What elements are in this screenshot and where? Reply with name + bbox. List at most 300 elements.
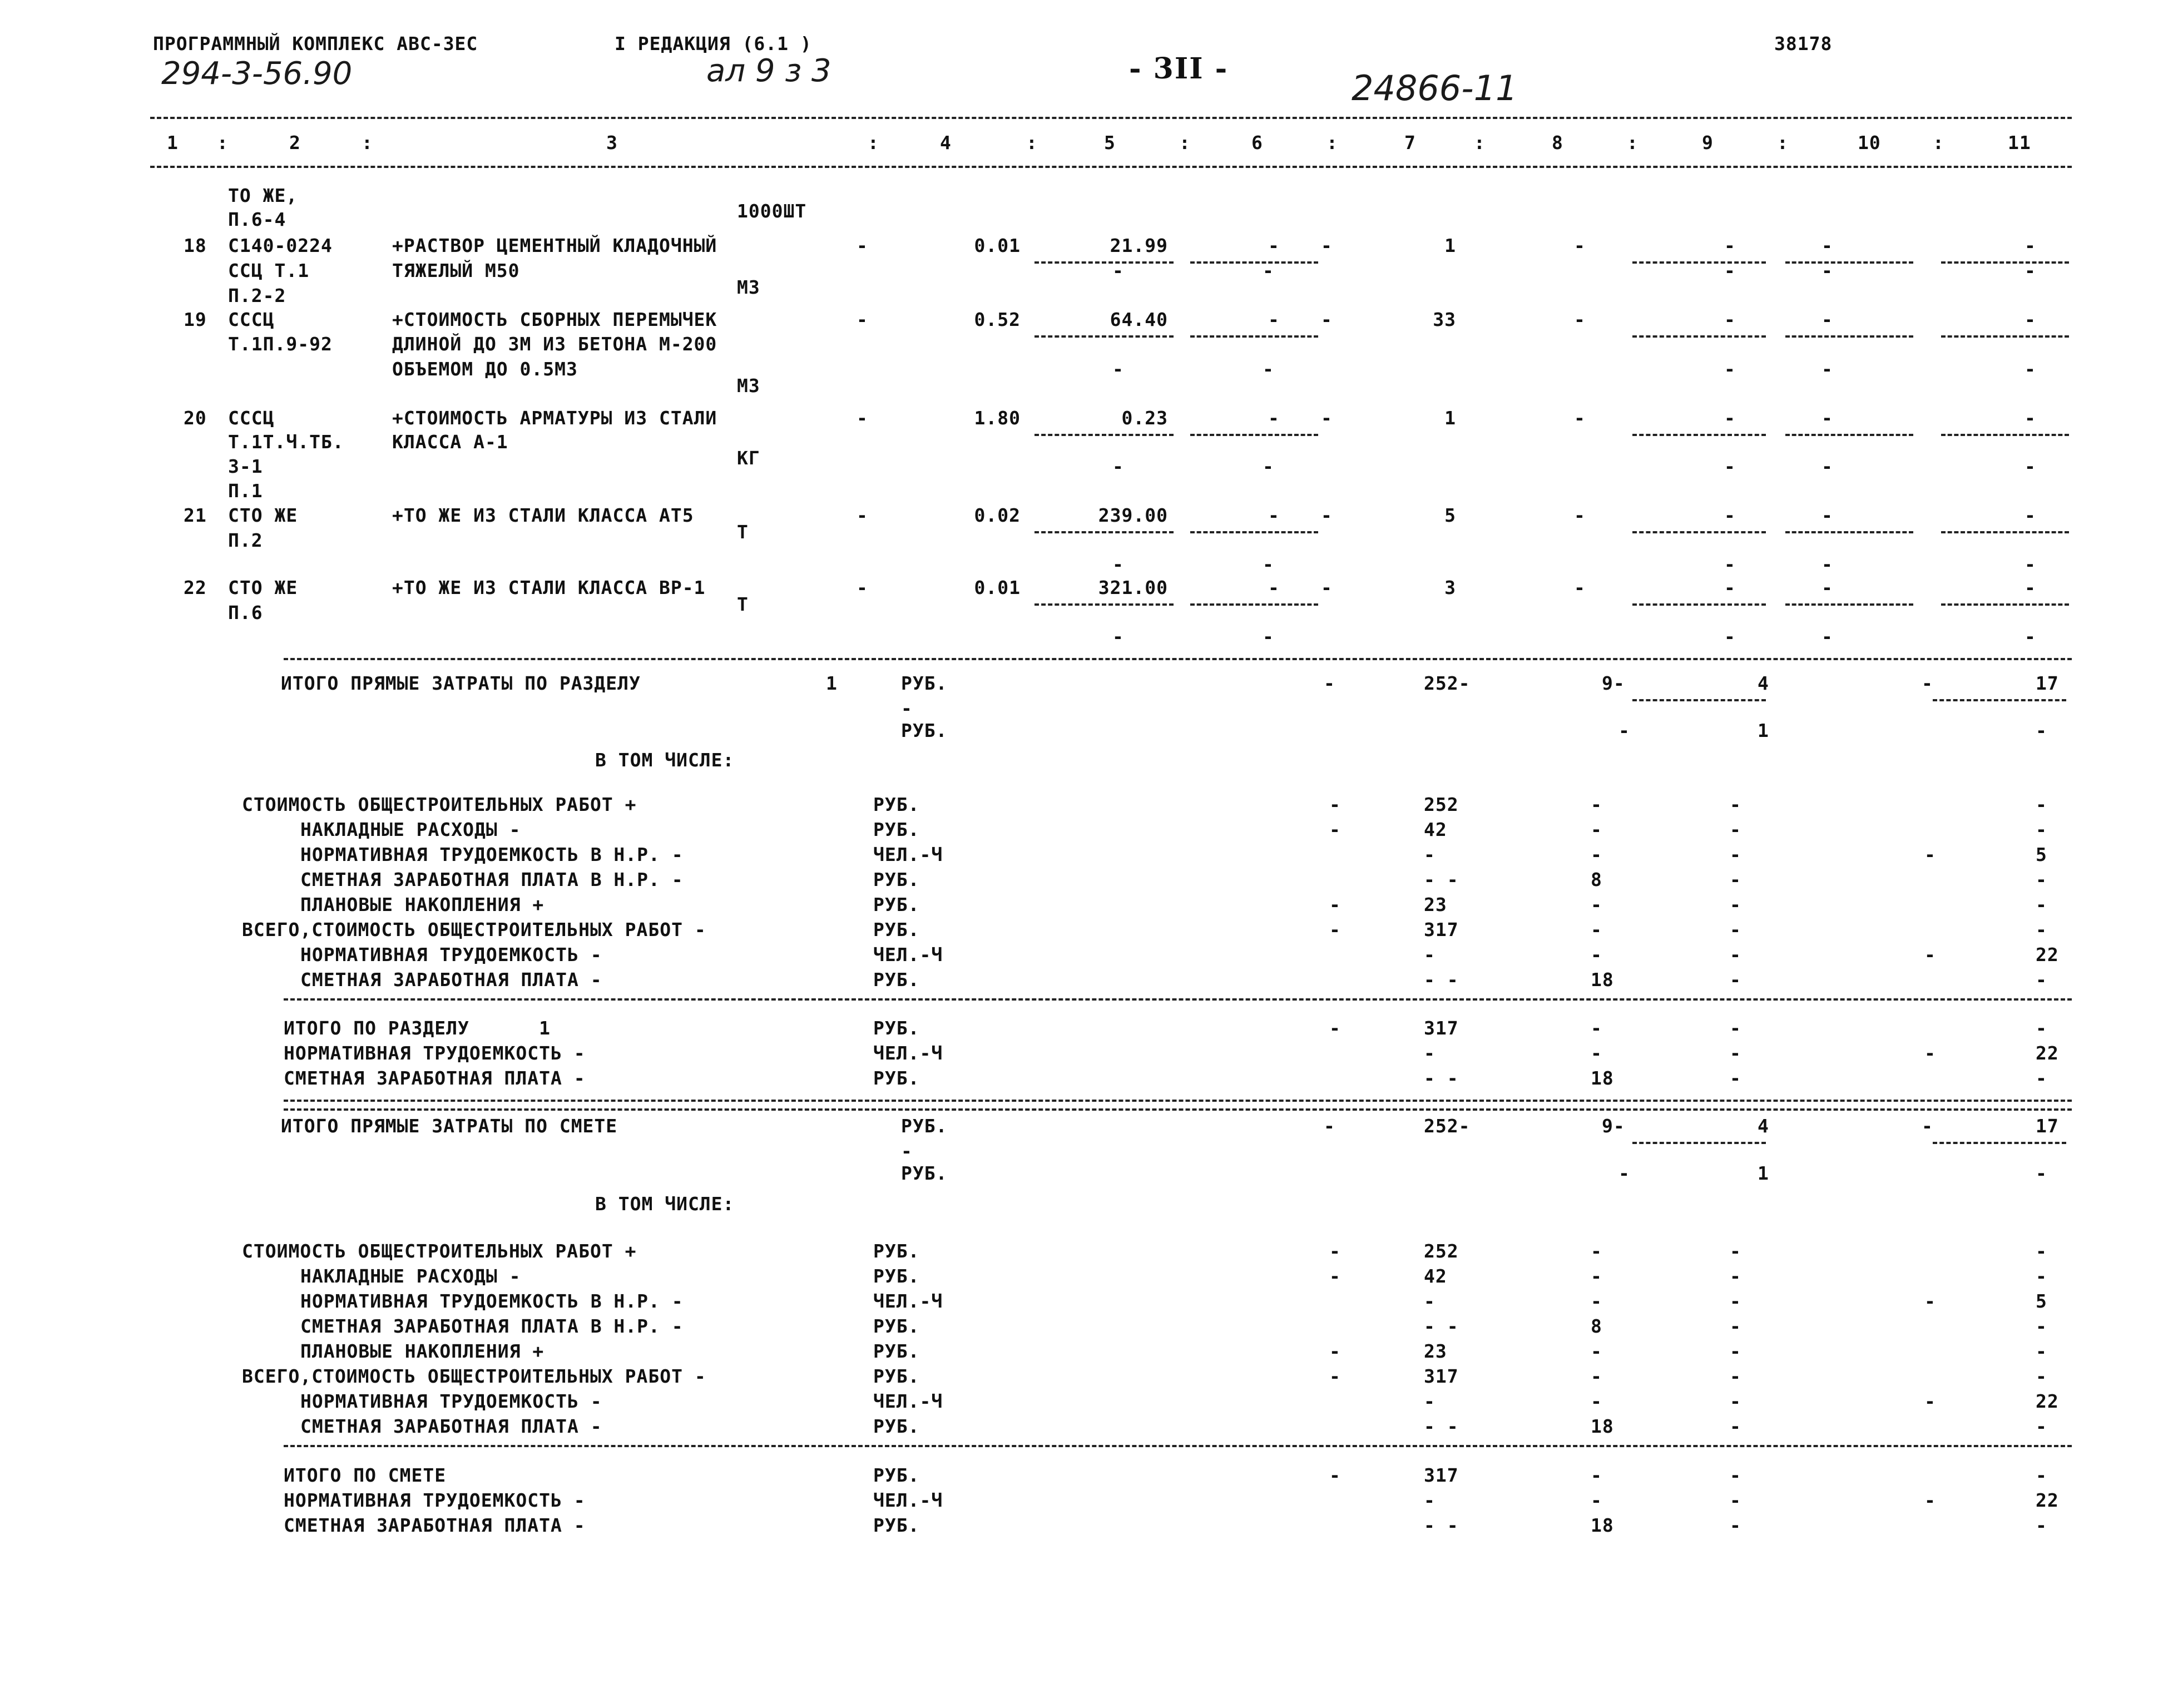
row-col8: - <box>1574 577 1586 598</box>
summary-unit: РУБ. <box>873 1464 920 1486</box>
summary-col11: - <box>2036 869 2047 890</box>
summary-col9: - <box>1730 944 1741 966</box>
total-unit-dash: - <box>901 1140 915 1162</box>
total-col9-b: 1 <box>1758 1162 1769 1184</box>
summary-label: ПЛАНОВЫЕ НАКОПЛЕНИЯ + <box>300 894 545 915</box>
summary-col8: 8 <box>1591 1315 1602 1337</box>
summary-value: - - <box>1424 1415 1459 1437</box>
summary-col11: 22 <box>2036 944 2059 966</box>
summary-value: 317 <box>1424 919 1459 940</box>
column-separator: : <box>1933 132 1944 154</box>
empty-cell-dash: - <box>1263 456 1274 477</box>
summary-col8: - <box>1591 794 1602 815</box>
summary-col9: - <box>1730 1017 1741 1039</box>
summary-col6: - <box>1329 919 1341 940</box>
summary-value: 23 <box>1424 1340 1447 1362</box>
row-col6b: - <box>1321 577 1333 598</box>
row-unit-cost: 239.00 <box>1098 504 1168 526</box>
summary-label: ИТОГО ПО РАЗДЕЛУ 1 <box>284 1017 551 1039</box>
summary-col9: - <box>1730 1489 1741 1511</box>
summary-col10: - <box>1924 1489 1936 1511</box>
summary-value: - - <box>1424 1067 1459 1089</box>
row-col6a: - <box>1268 235 1280 256</box>
summary-label: СМЕТНАЯ ЗАРАБОТНАЯ ПЛАТА - <box>300 1415 602 1437</box>
total-value: 252- <box>1424 1115 1471 1137</box>
row-col4: - <box>857 407 868 429</box>
summary-col8: 18 <box>1591 1514 1614 1536</box>
total-col11-b: - <box>2036 720 2047 741</box>
summary-unit: РУБ. <box>873 969 920 991</box>
sub-rule <box>1785 261 1913 264</box>
column-separator: : <box>217 132 229 154</box>
sub-rule <box>1785 335 1913 338</box>
row-col11: - <box>2025 577 2036 598</box>
summary-value: 42 <box>1424 1265 1447 1287</box>
row-col4: - <box>857 235 868 256</box>
row-code: П.6-4 <box>228 209 286 230</box>
rule-header <box>150 166 2072 168</box>
total-sub-rule <box>1632 1142 1766 1144</box>
total-sub-rule <box>1933 1142 2066 1144</box>
summary-value: - <box>1424 1489 1436 1511</box>
summary-label: СМЕТНАЯ ЗАРАБОТНАЯ ПЛАТА - <box>284 1514 586 1536</box>
total-col8: 9- <box>1602 1115 1625 1137</box>
empty-cell-dash: - <box>1112 626 1124 647</box>
including-label: В ТОМ ЧИСЛЕ: <box>595 1193 735 1215</box>
summary-col11: - <box>2036 919 2047 940</box>
column-number-8: 8 <box>1552 132 1563 154</box>
total-section: 1 <box>826 672 838 694</box>
row-col6a: - <box>1268 577 1280 598</box>
including-label: В ТОМ ЧИСЛЕ: <box>595 749 735 771</box>
summary-col11: 5 <box>2036 844 2047 865</box>
sub-rule <box>1632 261 1766 264</box>
column-number-3: 3 <box>606 132 618 154</box>
summary-value: - - <box>1424 1514 1459 1536</box>
total-col9: 4 <box>1758 672 1769 694</box>
summary-col10: - <box>1924 944 1936 966</box>
summary-label: СМЕТНАЯ ЗАРАБОТНАЯ ПЛАТА - <box>300 969 602 991</box>
total-unit-2: РУБ. <box>901 1162 948 1184</box>
summary-col11: - <box>2036 1067 2047 1089</box>
empty-cell-dash: - <box>1821 260 1833 281</box>
summary-unit: РУБ. <box>873 1365 920 1387</box>
empty-cell-dash: - <box>1112 260 1124 281</box>
summary-unit: РУБ. <box>873 894 920 915</box>
row-quantity: 0.52 <box>974 309 1021 330</box>
summary-col8: - <box>1591 844 1602 865</box>
row-number: 18 <box>184 235 207 256</box>
summary-col8: - <box>1591 944 1602 966</box>
handwritten-reference: 24866-11 <box>1352 68 1518 108</box>
summary-value: - <box>1424 844 1436 865</box>
summary-value: 317 <box>1424 1365 1459 1387</box>
summary-unit: РУБ. <box>873 1315 920 1337</box>
summary-col10: - <box>1924 844 1936 865</box>
summary-label: СМЕТНАЯ ЗАРАБОТНАЯ ПЛАТА В Н.Р. - <box>300 869 684 890</box>
row-col6b: - <box>1321 504 1333 526</box>
row-col6a: - <box>1268 309 1280 330</box>
summary-col11: - <box>2036 1514 2047 1536</box>
sub-rule <box>1632 335 1766 338</box>
row-unit: Т <box>737 593 749 615</box>
summary-col8: - <box>1591 1464 1602 1486</box>
summary-value: - <box>1424 1290 1436 1312</box>
summary-value: 42 <box>1424 819 1447 840</box>
empty-cell-dash: - <box>1724 456 1736 477</box>
empty-cell-dash: - <box>1821 456 1833 477</box>
row-quantity: 1.80 <box>974 407 1021 429</box>
row-col8: - <box>1574 407 1586 429</box>
summary-unit: ЧЕЛ.-Ч <box>873 1290 943 1312</box>
total-col10: - <box>1922 672 1933 694</box>
row-code: 3-1 <box>228 456 263 477</box>
summary-col8: - <box>1591 1042 1602 1064</box>
rule-section <box>284 658 2072 660</box>
row-name: +ТО ЖЕ ИЗ СТАЛИ КЛАССА ВР-1 <box>392 577 706 598</box>
summary-value: 317 <box>1424 1464 1459 1486</box>
document-number: 38178 <box>1774 33 1833 55</box>
summary-col6: - <box>1329 1464 1341 1486</box>
empty-cell-dash: - <box>1724 358 1736 380</box>
summary-value: 23 <box>1424 894 1447 915</box>
row-unit-cost: 321.00 <box>1098 577 1168 598</box>
total-col9: 4 <box>1758 1115 1769 1137</box>
summary-value: 317 <box>1424 1017 1459 1039</box>
empty-cell-dash: - <box>1821 626 1833 647</box>
summary-value: 252 <box>1424 1240 1459 1262</box>
summary-col6: - <box>1329 1017 1341 1039</box>
row-name: ОБЪЕМОМ ДО 0.5М3 <box>392 358 578 380</box>
summary-value: - - <box>1424 869 1459 890</box>
row-unit: 1000ШТ <box>737 200 807 222</box>
column-number-2: 2 <box>289 132 301 154</box>
row-code: СТО ЖЕ <box>228 577 298 598</box>
summary-value: - - <box>1424 1315 1459 1337</box>
summary-unit: РУБ. <box>873 1340 920 1362</box>
column-number-10: 10 <box>1858 132 1881 154</box>
summary-value: - <box>1424 1042 1436 1064</box>
row-quantity: 0.02 <box>974 504 1021 526</box>
rule-top <box>150 117 2072 119</box>
summary-col9: - <box>1730 969 1741 991</box>
summary-value: - <box>1424 944 1436 966</box>
summary-col8: - <box>1591 1240 1602 1262</box>
total-unit: РУБ. <box>901 672 948 694</box>
row-code: П.2-2 <box>228 285 286 306</box>
summary-unit: РУБ. <box>873 1514 920 1536</box>
summary-col6: - <box>1329 794 1341 815</box>
summary-col6: - <box>1329 1265 1341 1287</box>
row-number: 19 <box>184 309 207 330</box>
summary-unit: ЧЕЛ.-Ч <box>873 844 943 865</box>
summary-label: НОРМАТИВНАЯ ТРУДОЕМКОСТЬ В Н.Р. - <box>300 1290 684 1312</box>
summary-col11: 5 <box>2036 1290 2047 1312</box>
sub-rule <box>1034 335 1174 338</box>
row-unit-cost: 0.23 <box>1121 407 1168 429</box>
summary-col11: - <box>2036 894 2047 915</box>
total-col8: 9- <box>1602 672 1625 694</box>
row-col9: - <box>1724 577 1736 598</box>
summary-value: 252 <box>1424 794 1459 815</box>
summary-col9: - <box>1730 1340 1741 1362</box>
row-col11: - <box>2025 407 2036 429</box>
summary-col9: - <box>1730 1415 1741 1437</box>
column-separator: : <box>1627 132 1639 154</box>
row-code: П.6 <box>228 602 263 623</box>
row-name: +РАСТВОР ЦЕМЕНТНЫЙ КЛАДОЧНЫЙ <box>392 235 717 256</box>
summary-value: - - <box>1424 969 1459 991</box>
row-col9: - <box>1724 504 1736 526</box>
column-separator: : <box>1179 132 1191 154</box>
row-col4: - <box>857 577 868 598</box>
sub-rule <box>1190 603 1318 606</box>
row-code: ССЦ Т.1 <box>228 260 310 281</box>
summary-label: НАКЛАДНЫЕ РАСХОДЫ - <box>300 819 521 840</box>
summary-col8: - <box>1591 819 1602 840</box>
row-col11: - <box>2025 504 2036 526</box>
summary-col6: - <box>1329 1340 1341 1362</box>
row-quantity: 0.01 <box>974 577 1021 598</box>
summary-value: - <box>1424 1390 1436 1412</box>
column-number-6: 6 <box>1251 132 1263 154</box>
summary-label: НОРМАТИВНАЯ ТРУДОЕМКОСТЬ - <box>300 1390 602 1412</box>
summary-col9: - <box>1730 869 1741 890</box>
column-number-4: 4 <box>940 132 952 154</box>
row-code: П.2 <box>228 529 263 551</box>
empty-cell-dash: - <box>1263 626 1274 647</box>
total-unit-2: РУБ. <box>901 720 948 741</box>
summary-col11: - <box>2036 1315 2047 1337</box>
empty-cell-dash: - <box>1724 626 1736 647</box>
column-separator: : <box>1474 132 1486 154</box>
summary-label: НОРМАТИВНАЯ ТРУДОЕМКОСТЬ В Н.Р. - <box>300 844 684 865</box>
summary-label: ВСЕГО,СТОИМОСТЬ ОБЩЕСТРОИТЕЛЬНЫХ РАБОТ - <box>242 1365 706 1387</box>
summary-col9: - <box>1730 1067 1741 1089</box>
row-col8: - <box>1574 235 1586 256</box>
empty-cell-dash: - <box>2025 626 2036 647</box>
sub-rule <box>1632 603 1766 606</box>
summary-col11: - <box>2036 969 2047 991</box>
summary-col11: 22 <box>2036 1489 2059 1511</box>
summary-col8: - <box>1591 1365 1602 1387</box>
empty-cell-dash: - <box>1821 358 1833 380</box>
sub-rule <box>1632 434 1766 436</box>
summary-col9: - <box>1730 844 1741 865</box>
total-sub-rule <box>1933 699 2066 701</box>
sub-rule <box>1941 261 2069 264</box>
column-separator: : <box>868 132 879 154</box>
summary-label: НОРМАТИВНАЯ ТРУДОЕМКОСТЬ - <box>284 1042 586 1064</box>
column-number-11: 11 <box>2008 132 2031 154</box>
summary-unit: ЧЕЛ.-Ч <box>873 1042 943 1064</box>
row-col4: - <box>857 504 868 526</box>
row-total-cost: 5 <box>1444 504 1456 526</box>
total-value: 252- <box>1424 672 1471 694</box>
summary-col11: - <box>2036 1415 2047 1437</box>
sub-rule <box>1190 531 1318 533</box>
row-code: Т.1П.9-92 <box>228 333 333 355</box>
row-code: СТО ЖЕ <box>228 504 298 526</box>
summary-col10: - <box>1924 1290 1936 1312</box>
sub-rule <box>1034 531 1174 533</box>
empty-cell-dash: - <box>1724 260 1736 281</box>
empty-cell-dash: - <box>2025 260 2036 281</box>
row-unit: КГ <box>737 447 760 469</box>
column-separator: : <box>1326 132 1338 154</box>
row-number: 21 <box>184 504 207 526</box>
empty-cell-dash: - <box>2025 358 2036 380</box>
row-name: +СТОИМОСТЬ СБОРНЫХ ПЕРЕМЫЧЕК <box>392 309 717 330</box>
sub-rule <box>1941 335 2069 338</box>
row-col10: - <box>1821 407 1833 429</box>
row-code: ТО ЖЕ, <box>228 185 298 206</box>
summary-col6: - <box>1329 894 1341 915</box>
row-quantity: 0.01 <box>974 235 1021 256</box>
rule-section <box>284 1108 2072 1111</box>
row-unit: М3 <box>737 276 760 298</box>
summary-label: СМЕТНАЯ ЗАРАБОТНАЯ ПЛАТА В Н.Р. - <box>300 1315 684 1337</box>
empty-cell-dash: - <box>1263 260 1274 281</box>
sub-rule <box>1190 261 1318 264</box>
summary-label: НАКЛАДНЫЕ РАСХОДЫ - <box>300 1265 521 1287</box>
column-number-9: 9 <box>1702 132 1714 154</box>
sub-rule <box>1941 531 2069 533</box>
edition-label: I РЕДАКЦИЯ (6.1 ) <box>615 33 812 55</box>
column-separator: : <box>1777 132 1789 154</box>
sub-rule <box>1034 603 1174 606</box>
summary-col9: - <box>1730 794 1741 815</box>
row-total-cost: 1 <box>1444 235 1456 256</box>
summary-col9: - <box>1730 1265 1741 1287</box>
summary-col8: - <box>1591 1390 1602 1412</box>
handwritten-code: 294-3-56.90 <box>161 56 353 92</box>
summary-col8: - <box>1591 1290 1602 1312</box>
summary-label: СТОИМОСТЬ ОБЩЕСТРОИТЕЛЬНЫХ РАБОТ + <box>242 794 637 815</box>
summary-unit: РУБ. <box>873 1415 920 1437</box>
summary-col8: - <box>1591 894 1602 915</box>
column-number-1: 1 <box>167 132 179 154</box>
summary-unit: ЧЕЛ.-Ч <box>873 1489 943 1511</box>
empty-cell-dash: - <box>2025 456 2036 477</box>
page-number: - 3II - <box>1129 52 1229 86</box>
row-name: ДЛИНОЙ ДО 3М ИЗ БЕТОНА М-200 <box>392 333 717 355</box>
sub-rule <box>1785 603 1913 606</box>
total-col6: - <box>1324 1115 1335 1137</box>
sub-rule <box>1190 335 1318 338</box>
summary-unit: РУБ. <box>873 1240 920 1262</box>
rule-section <box>284 1100 2072 1102</box>
rule-section <box>284 998 2072 1001</box>
row-col8: - <box>1574 309 1586 330</box>
row-total-cost: 33 <box>1433 309 1456 330</box>
summary-unit: РУБ. <box>873 1265 920 1287</box>
summary-col9: - <box>1730 1365 1741 1387</box>
summary-col11: - <box>2036 819 2047 840</box>
summary-col8: 18 <box>1591 969 1614 991</box>
row-total-cost: 1 <box>1444 407 1456 429</box>
sub-rule <box>1941 434 2069 436</box>
total-col8-b: - <box>1618 720 1630 741</box>
row-col10: - <box>1821 504 1833 526</box>
summary-col8: - <box>1591 1340 1602 1362</box>
total-col11: 17 <box>2036 672 2059 694</box>
summary-label: НОРМАТИВНАЯ ТРУДОЕМКОСТЬ - <box>284 1489 586 1511</box>
row-unit-cost: 64.40 <box>1110 309 1168 330</box>
summary-col9: - <box>1730 1464 1741 1486</box>
summary-col11: - <box>2036 794 2047 815</box>
empty-cell-dash: - <box>1821 553 1833 575</box>
row-code: С140-0224 <box>228 235 333 256</box>
total-unit-dash: - <box>901 697 915 719</box>
summary-unit: РУБ. <box>873 1017 920 1039</box>
summary-col11: 22 <box>2036 1390 2059 1412</box>
total-unit: РУБ. <box>901 1115 948 1137</box>
summary-unit: РУБ. <box>873 1067 920 1089</box>
row-col11: - <box>2025 309 2036 330</box>
empty-cell-dash: - <box>1112 553 1124 575</box>
summary-col9: - <box>1730 919 1741 940</box>
row-total-cost: 3 <box>1444 577 1456 598</box>
summary-col9: - <box>1730 1514 1741 1536</box>
summary-label: СМЕТНАЯ ЗАРАБОТНАЯ ПЛАТА - <box>284 1067 586 1089</box>
summary-col8: - <box>1591 1489 1602 1511</box>
row-col4: - <box>857 309 868 330</box>
total-label: ИТОГО ПРЯМЫЕ ЗАТРАТЫ ПО СМЕТЕ <box>281 1115 618 1137</box>
summary-col10: - <box>1924 1390 1936 1412</box>
column-separator: : <box>362 132 373 154</box>
row-col10: - <box>1821 235 1833 256</box>
sub-rule <box>1785 531 1913 533</box>
summary-col6: - <box>1329 819 1341 840</box>
empty-cell-dash: - <box>1112 456 1124 477</box>
summary-col8: - <box>1591 1017 1602 1039</box>
summary-col11: - <box>2036 1265 2047 1287</box>
empty-cell-dash: - <box>1112 358 1124 380</box>
summary-col11: - <box>2036 1365 2047 1387</box>
summary-label: СТОИМОСТЬ ОБЩЕСТРОИТЕЛЬНЫХ РАБОТ + <box>242 1240 637 1262</box>
summary-label: ПЛАНОВЫЕ НАКОПЛЕНИЯ + <box>300 1340 545 1362</box>
total-col8-b: - <box>1618 1162 1630 1184</box>
total-sub-rule <box>1632 699 1766 701</box>
empty-cell-dash: - <box>2025 553 2036 575</box>
row-col9: - <box>1724 407 1736 429</box>
summary-col8: - <box>1591 1265 1602 1287</box>
summary-unit: РУБ. <box>873 819 920 840</box>
summary-label: ВСЕГО,СТОИМОСТЬ ОБЩЕСТРОИТЕЛЬНЫХ РАБОТ - <box>242 919 706 940</box>
summary-col8: 18 <box>1591 1067 1614 1089</box>
summary-col11: - <box>2036 1340 2047 1362</box>
sub-rule <box>1632 531 1766 533</box>
total-col11-b: - <box>2036 1162 2047 1184</box>
row-unit: Т <box>737 521 749 543</box>
row-col6a: - <box>1268 407 1280 429</box>
row-number: 22 <box>184 577 207 598</box>
summary-col9: - <box>1730 819 1741 840</box>
row-code: Т.1Т.Ч.ТБ. <box>228 431 344 453</box>
row-name: ТЯЖЕЛЫЙ М50 <box>392 260 520 281</box>
summary-col9: - <box>1730 1240 1741 1262</box>
summary-col9: - <box>1730 1390 1741 1412</box>
row-number: 20 <box>184 407 207 429</box>
row-name: +ТО ЖЕ ИЗ СТАЛИ КЛАССА АТ5 <box>392 504 694 526</box>
summary-unit: РУБ. <box>873 794 920 815</box>
row-col11: - <box>2025 235 2036 256</box>
summary-col6: - <box>1329 1240 1341 1262</box>
row-col10: - <box>1821 577 1833 598</box>
total-col10: - <box>1922 1115 1933 1137</box>
row-col6b: - <box>1321 407 1333 429</box>
